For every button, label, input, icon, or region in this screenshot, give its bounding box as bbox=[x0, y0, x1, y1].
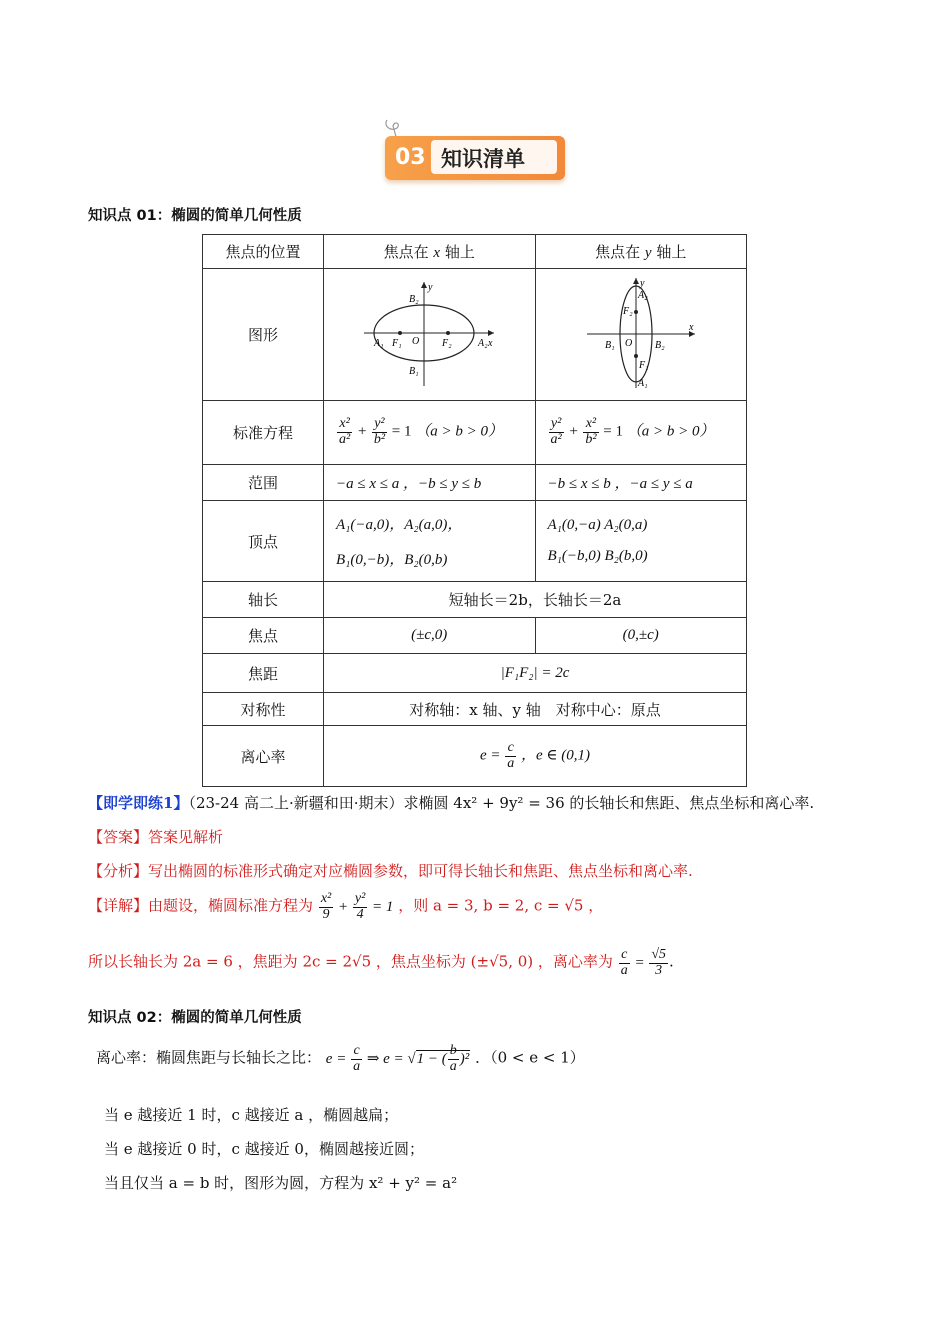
practice-detail-2: 所以长轴长为 2a = 6 ，焦距为 2c = 2√5 ，焦点坐标为 (±√5, 0) ，离心率为 $\frac{c}{a}$ = $\frac{√5}{3}$ . bbox=[88, 947, 674, 978]
svg-text:F₁: F₁ bbox=[392, 337, 402, 349]
axis-length: 短轴长＝2b，长轴长＝2a bbox=[324, 582, 747, 618]
practice-answer: 【答案】答案见解析 bbox=[88, 828, 224, 846]
header-x-focus: 焦点在 x 轴上 bbox=[324, 235, 536, 269]
focus-y: (0,±c) bbox=[535, 618, 747, 654]
vertex-x: A₁(−a,0)，A₂(a,0)， B₁(0,−b)，B₂(0,b) bbox=[324, 501, 536, 582]
svg-text:x: x bbox=[488, 337, 493, 349]
banner-number: 03 bbox=[395, 145, 426, 170]
ellipse-x-diagram bbox=[354, 278, 504, 388]
row-label-equation: 标准方程 bbox=[203, 401, 324, 465]
symmetry: 对称轴：x 轴、y 轴 对称中心：原点 bbox=[324, 693, 747, 726]
equation-x: $\frac{\text{x²}}{\text{a²}}$ + $\frac{\text{y²}}{\text{b²}}$ = 1 （a > b > 0） bbox=[324, 401, 536, 465]
figure-x-ellipse bbox=[324, 269, 536, 401]
section1-heading: 知识点 01：椭圆的简单几何性质 bbox=[88, 208, 302, 224]
row-label-figure: 图形 bbox=[203, 269, 324, 401]
header-position: 焦点的位置 bbox=[203, 235, 324, 269]
row-label-axis: 轴长 bbox=[203, 582, 324, 618]
header-y-focus: 焦点在 y 轴上 bbox=[535, 235, 747, 269]
svg-text:O: O bbox=[624, 337, 632, 349]
svg-text:x: x bbox=[688, 321, 694, 333]
row-label-focus: 焦点 bbox=[203, 618, 324, 654]
banner-title: 知识清单 bbox=[441, 147, 525, 171]
svg-text:B₁: B₁ bbox=[409, 365, 419, 377]
section-banner bbox=[383, 118, 568, 184]
svg-text:y: y bbox=[428, 281, 433, 293]
svg-text:F₂: F₂ bbox=[442, 337, 452, 349]
section2-heading: 知识点 02：椭圆的简单几何性质 bbox=[88, 1010, 302, 1026]
svg-text:B₁: B₁ bbox=[604, 339, 615, 351]
svg-text:B₂: B₂ bbox=[409, 293, 419, 305]
svg-text:F₁: F₁ bbox=[638, 359, 649, 371]
svg-text:B₂: B₂ bbox=[654, 339, 665, 351]
range-x: −a ≤ x ≤ a ，−b ≤ y ≤ b bbox=[324, 465, 536, 501]
svg-text:A₂: A₂ bbox=[478, 337, 488, 349]
practice-question: 【即学即练1】（23-24 高二上·新疆和田·期末）求椭圆 4x² + 9y² = 36 的长轴长和焦距、焦点坐标和离心率. bbox=[88, 794, 815, 812]
svg-text:A₁: A₁ bbox=[637, 377, 648, 389]
note-line-3: 当且仅当 a = b 时，图形为圆，方程为 x² + y² = a² bbox=[104, 1174, 458, 1192]
focal-distance: |F₁F₂| = 2c bbox=[324, 654, 747, 693]
ellipse-y-diagram bbox=[581, 276, 701, 390]
row-label-vertex: 顶点 bbox=[203, 501, 324, 582]
practice-detail-1: 【详解】由题设，椭圆标准方程为 $\frac{\text{x²}}{9}$ + $\frac{\text{y²}}{4}$ = 1 ，则 a = 3, b = 2, c = √5 ， bbox=[88, 891, 604, 922]
svg-text:y: y bbox=[639, 277, 645, 289]
note-line-1: 当 e 越接近 1 时，c 越接近 a ，椭圆越扁； bbox=[104, 1106, 399, 1124]
row-label-eccentricity: 离心率 bbox=[203, 726, 324, 787]
svg-text:O: O bbox=[412, 335, 420, 347]
svg-text:A₂: A₂ bbox=[637, 289, 648, 301]
row-label-range: 范围 bbox=[203, 465, 324, 501]
equation-y: $\frac{\text{y²}}{\text{a²}}$ + $\frac{\text{x²}}{\text{b²}}$ = 1 （a > b > 0） bbox=[535, 401, 747, 465]
figure-y-ellipse bbox=[535, 269, 747, 401]
range-y: −b ≤ x ≤ b ，−a ≤ y ≤ a bbox=[535, 465, 747, 501]
row-label-focal: 焦距 bbox=[203, 654, 324, 693]
eccentricity-definition: 离心率：椭圆焦距与长轴长之比： e = $\frac{c}{a}$ ⇒ e = √1 − ( $\frac{b}{a}$ )² ．（0 < e < 1） bbox=[96, 1043, 585, 1074]
focus-x: (±c,0) bbox=[324, 618, 536, 654]
practice-analysis: 【分析】写出椭圆的标准形式确定对应椭圆参数，即可得长轴长和焦距、焦点坐标和离心率. bbox=[88, 862, 693, 880]
svg-text:F₂: F₂ bbox=[622, 305, 633, 317]
svg-text:A₁: A₁ bbox=[374, 337, 384, 349]
properties-table bbox=[202, 234, 747, 787]
vertex-y: A₁(0,−a) A₂(0,a) B₁(−b,0) B₂(b,0) bbox=[535, 501, 747, 582]
row-label-symmetry: 对称性 bbox=[203, 693, 324, 726]
eccentricity: e = $\frac{c}{a}$ ，e ∈ (0,1) bbox=[324, 726, 747, 787]
note-line-2: 当 e 越接近 0 时，c 越接近 0，椭圆越接近圆； bbox=[104, 1140, 424, 1158]
